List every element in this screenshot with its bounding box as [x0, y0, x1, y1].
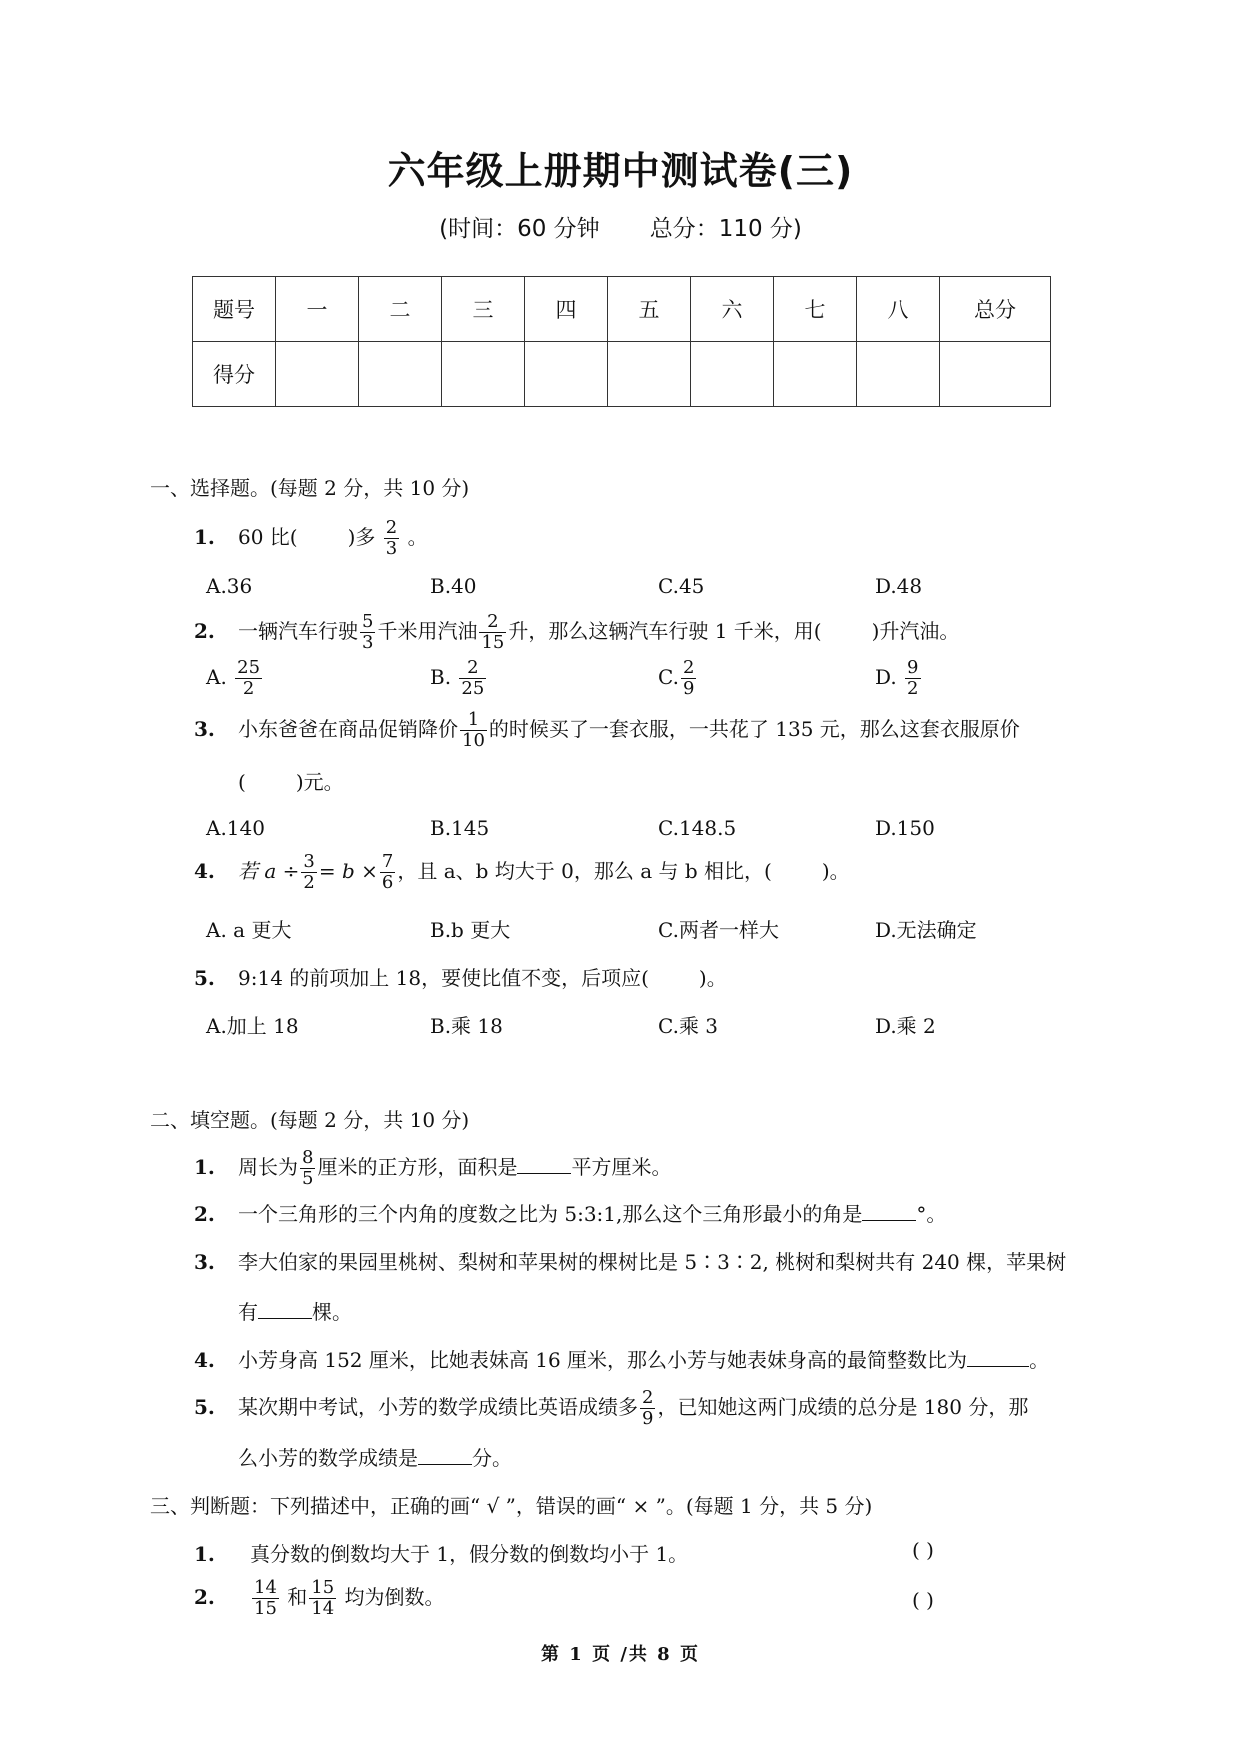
header-cell: 六 — [691, 277, 774, 342]
question-text: )。 — [821, 859, 850, 883]
question — [194, 518, 428, 559]
option[interactable]: B.乘 18 — [430, 1014, 503, 1038]
option[interactable]: D. $\frac{9}{2}$ — [875, 657, 919, 699]
score-cell[interactable] — [774, 342, 857, 407]
fraction: $\frac{14}{15}$ — [254, 1577, 277, 1619]
question-text: 真分数的倒数均大于 1，假分数的倒数均小于 1。 — [250, 1542, 689, 1566]
score-cell[interactable] — [276, 342, 359, 407]
question — [194, 1198, 946, 1227]
answer-blank[interactable] — [967, 1348, 1029, 1367]
question — [194, 1388, 1028, 1429]
question — [194, 962, 727, 991]
fraction: $\frac{2}{3}$ — [385, 517, 398, 559]
fraction: $\frac{3}{2}$ — [303, 851, 315, 893]
question-text: °。 — [916, 1202, 947, 1226]
question-number: 5. — [194, 966, 215, 990]
option[interactable]: B. $\frac{2}{25}$ — [430, 657, 485, 699]
score-cell[interactable] — [608, 342, 691, 407]
option[interactable]: A.加上 18 — [206, 1014, 299, 1038]
header-cell: 八 — [857, 277, 940, 342]
fraction: $\frac{5}{3}$ — [362, 611, 374, 653]
question-text: 升，那么这辆汽车行驶 1 千米，用( — [508, 619, 822, 643]
option[interactable]: B.b 更大 — [430, 918, 511, 942]
section-heading: 二、填空题。(每题 2 分，共 10 分) — [150, 1108, 470, 1132]
question — [194, 1538, 688, 1567]
question-text: 一个三角形的三个内角的度数之比为 5:3:1,那么这个三角形最小的角是 — [238, 1202, 863, 1226]
fraction: $\frac{7}{6}$ — [381, 851, 394, 893]
question-number: 2. — [194, 1202, 215, 1226]
question-number: 1. — [194, 1155, 215, 1179]
question-text: 周长为 — [238, 1155, 298, 1179]
score-cell[interactable] — [525, 342, 608, 407]
question-text: 60 比( — [238, 525, 298, 549]
fraction: $\frac{8}{5}$ — [302, 1147, 314, 1189]
fraction: $\frac{2}{15}$ — [481, 611, 505, 653]
score-cell[interactable] — [442, 342, 525, 407]
question-text: 小东爸爸在商品促销降价 — [238, 717, 458, 741]
question-text: ，且 a、b 均大于 0，那么 a 与 b 相比，( — [397, 859, 772, 883]
option[interactable]: C.乘 3 — [658, 1014, 719, 1038]
section-heading: 三、判断题：下列描述中，正确的画“ √ ”，错误的画“ × ”。(每题 1 分，共 5 分) — [150, 1494, 873, 1518]
question-text: 均为倒数。 — [344, 1585, 445, 1609]
question-continuation: ( )元。 — [238, 770, 344, 794]
fraction: $\frac{15}{14}$ — [311, 1577, 335, 1619]
question-text: 和 — [287, 1585, 308, 1609]
question-text: 一辆汽车行驶 — [238, 619, 358, 643]
option[interactable]: A.140 — [206, 816, 265, 840]
question-text: 9:14 的前项加上 18，要使比值不变，后项应( — [238, 966, 649, 990]
option[interactable]: A. a 更大 — [206, 918, 292, 942]
row-label: 得分 — [193, 342, 276, 407]
question — [194, 1246, 1066, 1275]
question-text: 。 — [407, 525, 428, 549]
time-info: (时间：60 分钟 — [439, 216, 600, 242]
question-number: 4. — [194, 1348, 215, 1372]
question-text: )。 — [698, 966, 727, 990]
question — [194, 1344, 1049, 1373]
option[interactable]: B.40 — [430, 574, 477, 598]
header-cell: 五 — [608, 277, 691, 342]
question-text: 厘米的正方形，面积是 — [317, 1155, 518, 1179]
option[interactable]: D.乘 2 — [875, 1014, 936, 1038]
question — [194, 852, 850, 893]
question-continuation: 么小芳的数学成绩是 分。 — [238, 1446, 512, 1470]
question — [194, 1578, 445, 1619]
question-text: )升汽油。 — [871, 619, 960, 643]
answer-blank[interactable] — [517, 1155, 571, 1174]
answer-blank[interactable] — [258, 1300, 312, 1319]
score-table-header-row — [193, 277, 1051, 342]
page-title: 六年级上册期中测试卷(三) — [387, 149, 854, 193]
question-text: 小芳身高 152 厘米，比她表妹高 16 厘米，那么小芳与她表妹身高的最简整数比为 — [238, 1348, 968, 1372]
option[interactable]: C. $\frac{2}{9}$ — [658, 657, 695, 699]
section-heading: 一、选择题。(每题 2 分，共 10 分) — [150, 476, 470, 500]
answer-blank[interactable] — [418, 1446, 472, 1465]
score-cell[interactable] — [691, 342, 774, 407]
option[interactable]: C.45 — [658, 574, 705, 598]
total-info: 总分：110 分) — [649, 216, 802, 242]
question — [194, 612, 959, 653]
header-cell: 二 — [359, 277, 442, 342]
option[interactable]: C.148.5 — [658, 816, 737, 840]
question-number: 2. — [194, 619, 215, 643]
header-cell: 题号 — [193, 277, 276, 342]
question-text: )多 — [347, 525, 376, 549]
question-text: 。 — [1029, 1348, 1050, 1372]
page-subtitle — [0, 210, 1241, 243]
header-cell: 三 — [442, 277, 525, 342]
question-text: 若 a ÷ — [238, 859, 300, 883]
header-cell: 一 — [276, 277, 359, 342]
header-cell: 七 — [774, 277, 857, 342]
question-text: ，已知她这两门成绩的总分是 180 分，那 — [657, 1395, 1029, 1419]
score-cell[interactable] — [857, 342, 940, 407]
option[interactable]: D.无法确定 — [875, 918, 977, 942]
question-number: 3. — [194, 1250, 215, 1274]
question-text: 某次期中考试，小芳的数学成绩比英语成绩多 — [238, 1395, 638, 1419]
fraction: $\frac{2}{9}$ — [642, 1387, 654, 1429]
option[interactable]: D.48 — [875, 574, 923, 598]
score-cell[interactable] — [359, 342, 442, 407]
header-cell: 总分 — [940, 277, 1051, 342]
question — [194, 1148, 671, 1189]
question-number: 2. — [194, 1585, 215, 1609]
question-text: = b × — [318, 859, 378, 883]
question-text: 千米用汽油 — [377, 619, 478, 643]
score-table-score-row — [193, 342, 1051, 407]
option[interactable]: B.145 — [430, 816, 490, 840]
option[interactable]: D.150 — [875, 816, 935, 840]
question-number: 1. — [194, 1542, 215, 1566]
question-text: 李大伯家的果园里桃树、梨树和苹果树的棵树比是 5∶3∶2, 桃树和梨树共有 240 棵，苹果树 — [238, 1250, 1067, 1274]
option[interactable]: A. $\frac{25}{2}$ — [206, 657, 261, 699]
question-number: 3. — [194, 717, 215, 741]
question-text: 的时候买了一套衣服，一共花了 135 元，那么这套衣服原价 — [488, 717, 1020, 741]
question-number: 5. — [194, 1395, 215, 1419]
question-continuation: 有 棵。 — [238, 1300, 352, 1324]
judge-bracket[interactable]: ( ) — [912, 1538, 934, 1562]
question-number: 1. — [194, 525, 215, 549]
question-number: 4. — [194, 859, 215, 883]
score-table — [192, 276, 1051, 407]
page-footer: 第 1 页 /共 8 页 — [541, 1644, 700, 1665]
answer-blank[interactable] — [862, 1202, 916, 1221]
fraction: $\frac{1}{10}$ — [462, 709, 485, 751]
option[interactable]: A.36 — [206, 574, 253, 598]
header-cell: 四 — [525, 277, 608, 342]
question-text: 平方厘米。 — [571, 1155, 672, 1179]
judge-bracket[interactable]: ( ) — [912, 1588, 934, 1612]
option[interactable]: C.两者一样大 — [658, 918, 779, 942]
question — [194, 710, 1020, 751]
score-cell[interactable] — [940, 342, 1051, 407]
